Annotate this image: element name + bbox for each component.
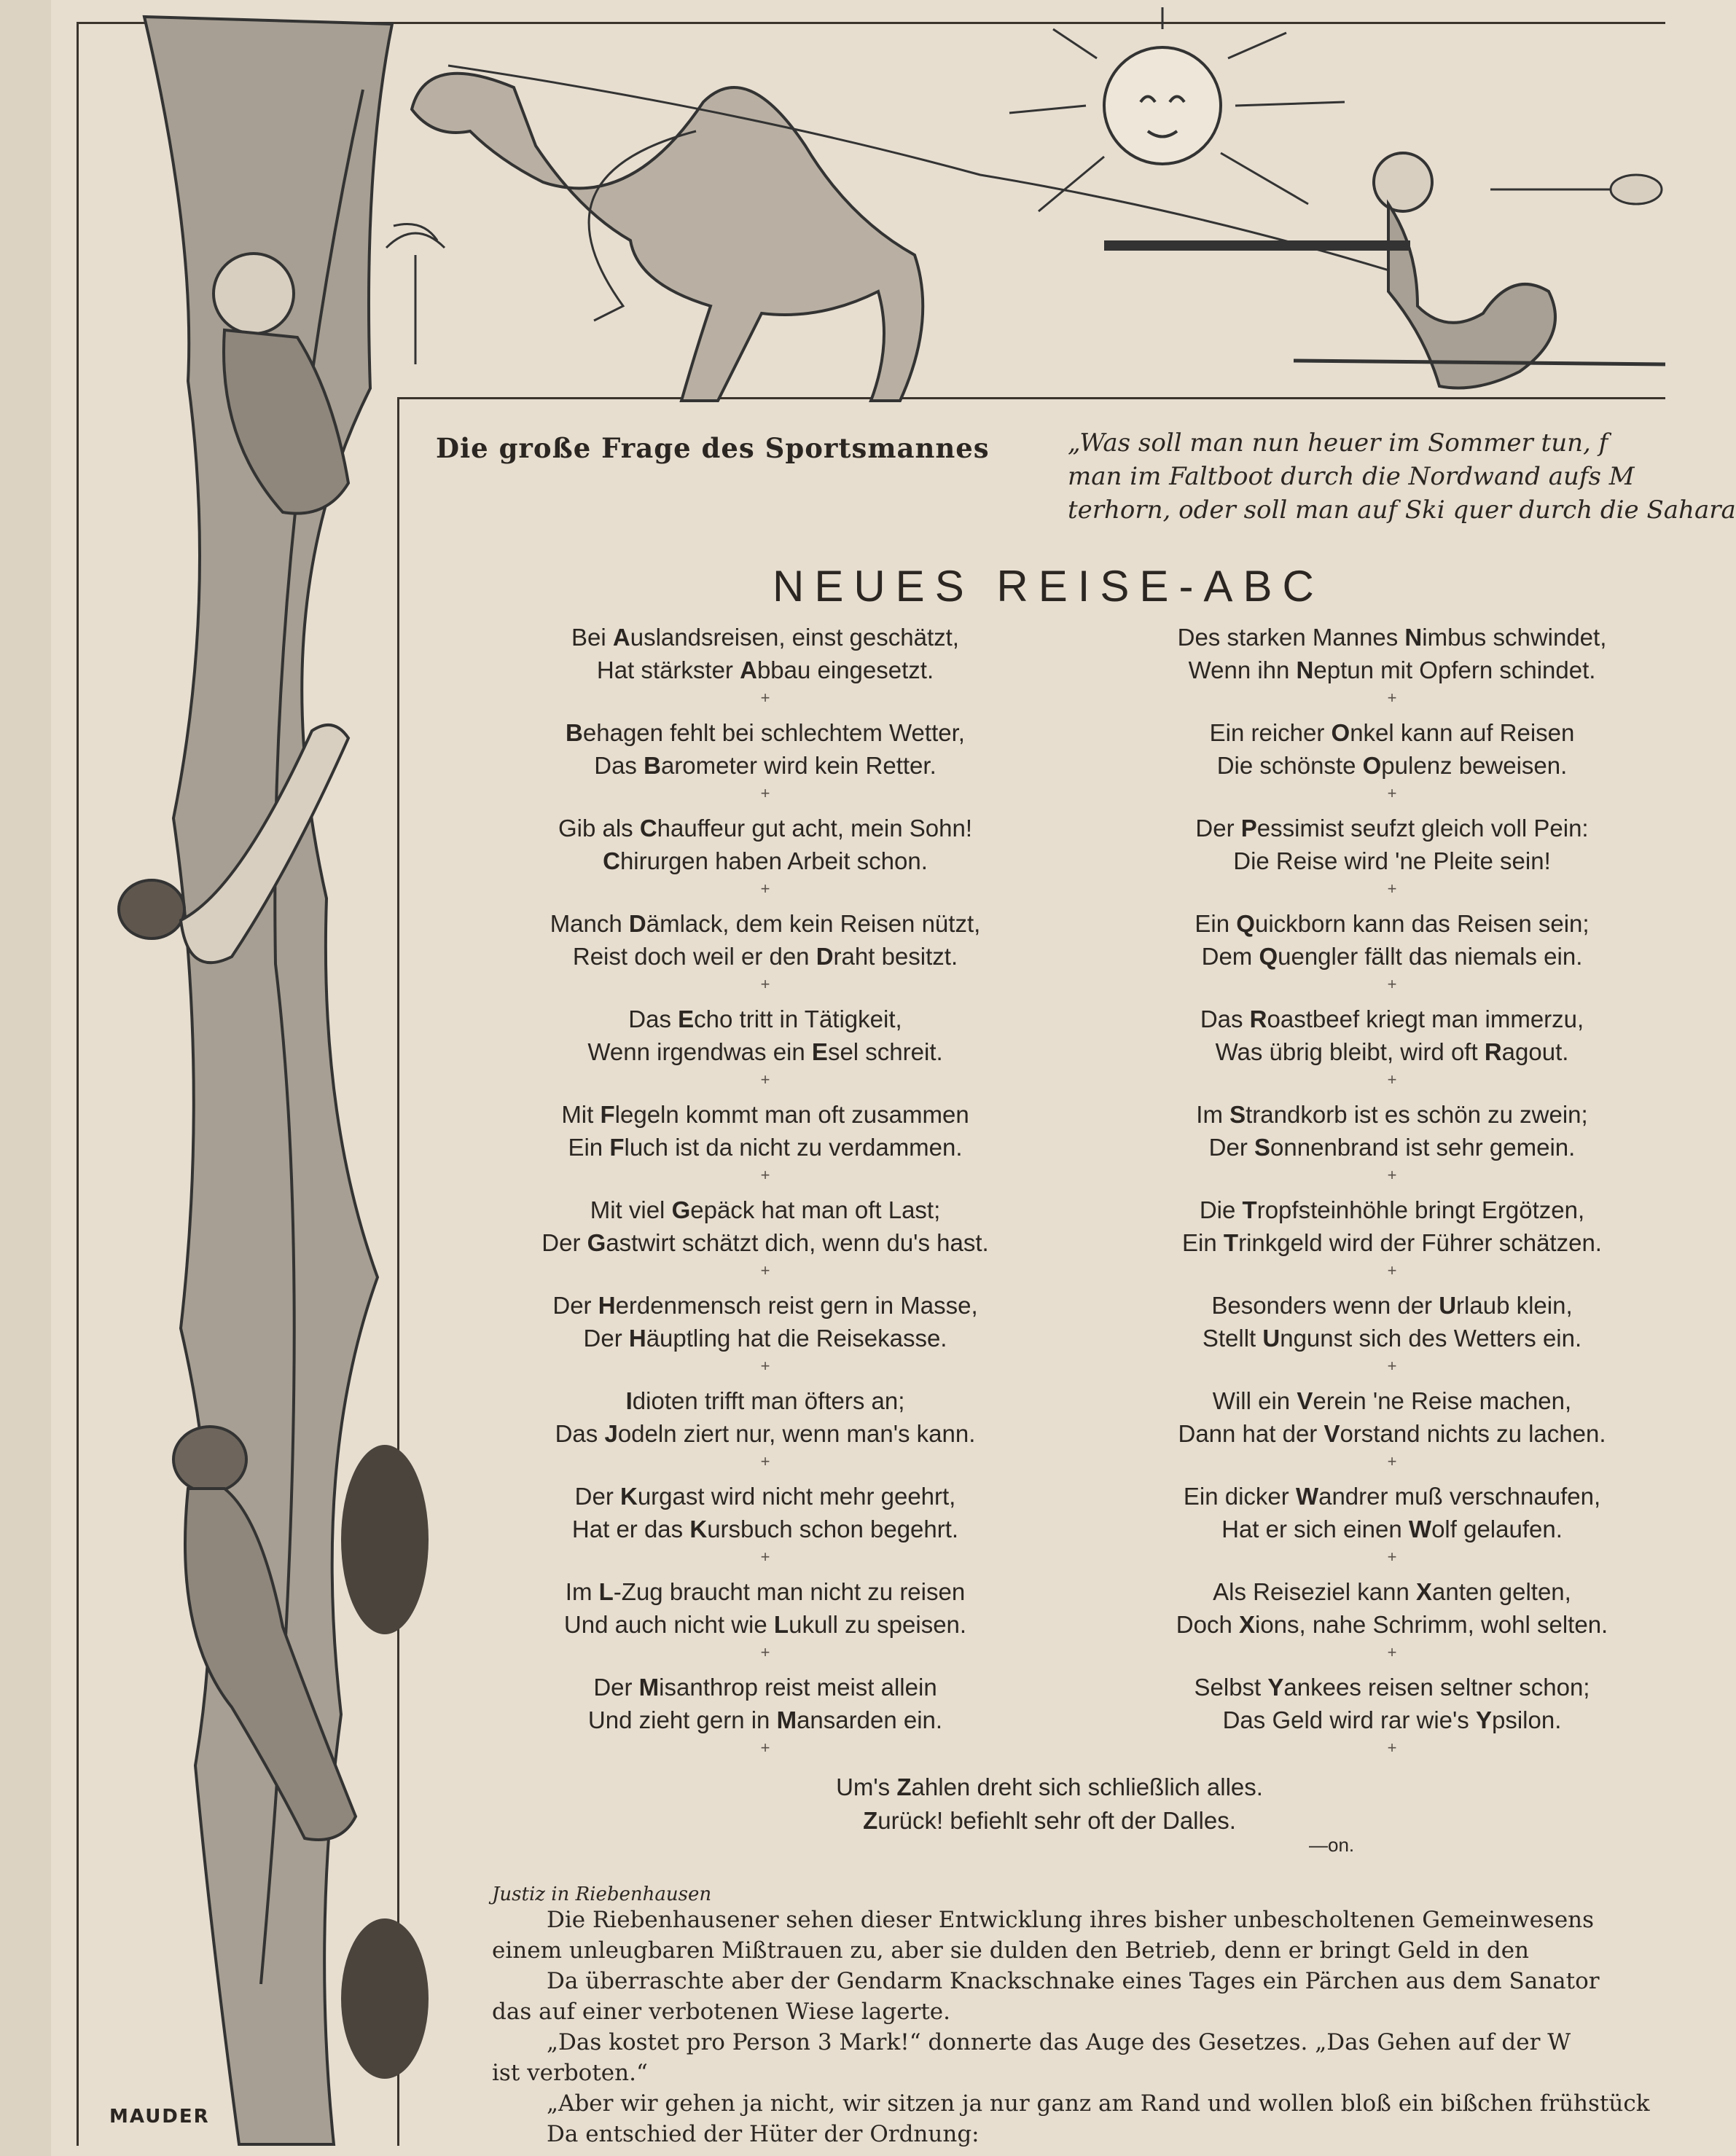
initial-letter: A bbox=[740, 656, 757, 683]
line-text: eptun mit Opfern schindet. bbox=[1313, 656, 1596, 683]
line-text: dioten trifft man öfters an; bbox=[632, 1387, 905, 1414]
initial-letter: C bbox=[603, 847, 620, 874]
line-text: psilon. bbox=[1492, 1706, 1562, 1733]
article-heading: Justiz in Riebenhausen bbox=[492, 1883, 712, 1905]
line-text: rlaub klein, bbox=[1456, 1292, 1573, 1319]
line-text: Ein bbox=[1182, 1229, 1224, 1256]
stanza bbox=[1093, 1671, 1691, 1766]
line-text: essimist seufzt gleich voll Pein: bbox=[1256, 815, 1589, 842]
initial-letter: S bbox=[1229, 1101, 1246, 1128]
poem-line bbox=[1093, 1671, 1691, 1704]
initial-letter: G bbox=[587, 1229, 606, 1256]
line-text: Ein bbox=[568, 1134, 610, 1161]
initial-letter: V bbox=[1323, 1420, 1340, 1447]
poem-line bbox=[1093, 716, 1691, 749]
stanza-separator: + bbox=[1387, 1070, 1397, 1089]
stanza-separator: + bbox=[760, 784, 770, 802]
line-text: äuptling hat die Reisekasse. bbox=[646, 1325, 947, 1352]
line-text: Doch bbox=[1176, 1611, 1239, 1638]
initial-letter: F bbox=[609, 1134, 625, 1161]
initial-letter: Y bbox=[1267, 1674, 1284, 1701]
poem-line bbox=[466, 621, 1064, 654]
poem-line bbox=[1093, 940, 1691, 973]
line-text: uslandsreisen, einst geschätzt, bbox=[630, 624, 959, 651]
poem-line bbox=[466, 1671, 1064, 1704]
line-text: Was übrig bleibt, wird oft bbox=[1215, 1038, 1485, 1065]
line-text: Ein bbox=[1195, 910, 1237, 937]
frame-inner-line bbox=[397, 397, 399, 2146]
stanza bbox=[1093, 1003, 1691, 1098]
poem-line bbox=[466, 812, 1064, 844]
line-text: epäck hat man oft Last; bbox=[690, 1196, 941, 1223]
line-text: Die schönste bbox=[1216, 752, 1363, 779]
initial-letter: N bbox=[1404, 624, 1423, 651]
line-text: ämlack, dem kein Reisen nützt, bbox=[646, 910, 981, 937]
initial-letter: T bbox=[1242, 1196, 1257, 1223]
line-text: urgast wird nicht mehr geehrt, bbox=[637, 1483, 956, 1510]
poem-line bbox=[1093, 1131, 1691, 1164]
line-text: Die Reise wird 'ne Pleite sein! bbox=[1233, 847, 1551, 874]
poem-line bbox=[466, 1131, 1064, 1164]
initial-letter: W bbox=[1408, 1516, 1432, 1542]
stanza bbox=[466, 716, 1064, 812]
line-text: bbau eingesetzt. bbox=[756, 656, 934, 683]
caption-text bbox=[1068, 426, 1736, 527]
stanza-separator: + bbox=[1387, 1166, 1397, 1184]
initial-letter: Q bbox=[1259, 943, 1278, 970]
line-text: Das bbox=[628, 1006, 679, 1032]
line-text: trandkorb ist es schön zu zwein; bbox=[1246, 1101, 1588, 1128]
poem-line bbox=[466, 1193, 1064, 1226]
article-line: Die Riebenhausener sehen dieser Entwicklung ihres bisher unbescholtenen Gemeinwesens bbox=[547, 1907, 1595, 1933]
poem-line bbox=[1093, 844, 1691, 877]
line-text: astwirt schätzt dich, wenn du's hast. bbox=[606, 1229, 989, 1256]
stanza-separator: + bbox=[760, 879, 770, 898]
caption-line: „Was soll man nun heuer im Sommer tun, f bbox=[1068, 428, 1608, 458]
line-text: Der bbox=[583, 1325, 629, 1352]
poem-line bbox=[466, 716, 1064, 749]
line-text: Stellt bbox=[1202, 1325, 1263, 1352]
poem-line bbox=[1093, 1704, 1691, 1736]
stanza bbox=[1093, 1098, 1691, 1193]
poem-line bbox=[466, 907, 1064, 940]
line-text: ngunst sich des Wetters ein. bbox=[1280, 1325, 1582, 1352]
line-text: Wenn irgendwas ein bbox=[587, 1038, 812, 1065]
line-text: rinkgeld wird der Führer schätzen. bbox=[1238, 1229, 1602, 1256]
line-text: hirurgen haben Arbeit schon. bbox=[619, 847, 928, 874]
initial-letter: O bbox=[1362, 752, 1382, 779]
line-text: Ein dicker bbox=[1183, 1483, 1296, 1510]
line-text: urück! befiehlt sehr oft der Dalles. bbox=[877, 1807, 1236, 1834]
line-text: arometer wird kein Retter. bbox=[660, 752, 937, 779]
stanza-separator: + bbox=[760, 1261, 770, 1279]
poem-line bbox=[1093, 1384, 1691, 1417]
line-text: Das bbox=[594, 752, 644, 779]
artist-signature: MAUDER bbox=[109, 2106, 210, 2128]
line-text: Hat er das bbox=[571, 1516, 690, 1542]
initial-letter: G bbox=[671, 1196, 691, 1223]
poem-line bbox=[466, 1384, 1064, 1417]
poem-line bbox=[1093, 1226, 1691, 1259]
poem-line bbox=[1093, 1193, 1691, 1226]
initial-letter: D bbox=[816, 943, 834, 970]
stanza-separator: + bbox=[760, 1452, 770, 1470]
stanza-separator: + bbox=[1387, 1643, 1397, 1661]
poem-line bbox=[1093, 1513, 1691, 1545]
line-text: isanthrop reist meist allein bbox=[659, 1674, 937, 1701]
stanza bbox=[1093, 1289, 1691, 1384]
line-text: Gib als bbox=[558, 815, 640, 842]
frame-ground-line bbox=[397, 397, 1665, 399]
poem-column-right bbox=[1093, 621, 1691, 1766]
initial-letter: I bbox=[625, 1387, 633, 1414]
caption-title: Die große Frage des Sportsmannes bbox=[436, 432, 990, 464]
line-text: Dann hat der bbox=[1178, 1420, 1324, 1447]
line-text: Wenn ihn bbox=[1188, 656, 1297, 683]
stanza-separator: + bbox=[1387, 689, 1397, 707]
line-text: uengler fällt das niemals ein. bbox=[1278, 943, 1583, 970]
line-text: pulenz beweisen. bbox=[1381, 752, 1568, 779]
skier-icon bbox=[1294, 153, 1665, 388]
poem-line bbox=[466, 1289, 1064, 1322]
stanza-separator: + bbox=[1387, 784, 1397, 802]
poem-line bbox=[1093, 1417, 1691, 1450]
line-text: Besonders wenn der bbox=[1211, 1292, 1439, 1319]
stanza-separator: + bbox=[760, 1738, 770, 1757]
stanza bbox=[1093, 621, 1691, 716]
line-text: Im bbox=[1196, 1101, 1230, 1128]
article-line: Da entschied der Hüter der Ordnung: bbox=[547, 2121, 980, 2147]
initial-letter: W bbox=[1295, 1483, 1319, 1510]
initial-letter: L bbox=[598, 1578, 614, 1605]
article-line: „Aber wir gehen ja nicht, wir sitzen ja nur ganz am Rand und wollen bloß ein bißchen frühstück bbox=[547, 2090, 1650, 2117]
line-text: erein 'ne Reise machen, bbox=[1313, 1387, 1572, 1414]
poem-line bbox=[466, 1322, 1064, 1355]
initial-letter: Q bbox=[1236, 910, 1255, 937]
initial-letter: R bbox=[1249, 1006, 1267, 1032]
poem-line bbox=[466, 749, 1064, 782]
stanza bbox=[1093, 1575, 1691, 1671]
initial-letter: V bbox=[1297, 1387, 1313, 1414]
poem-line bbox=[1093, 654, 1691, 686]
line-text: ursbuch schon begehrt. bbox=[707, 1516, 959, 1542]
initial-letter: L bbox=[773, 1611, 789, 1638]
stanza-separator: + bbox=[1387, 1357, 1397, 1375]
stanza-separator: + bbox=[760, 1548, 770, 1566]
poem-line bbox=[1093, 1480, 1691, 1513]
poem-line bbox=[1093, 1289, 1691, 1322]
stanza bbox=[466, 907, 1064, 1003]
line-text: Hat stärkster bbox=[596, 656, 740, 683]
poem-line bbox=[466, 1003, 1064, 1035]
poem-line bbox=[466, 844, 1064, 877]
article-body bbox=[492, 1905, 1665, 2149]
line-text: ehagen fehlt bei schlechtem Wetter, bbox=[582, 719, 965, 746]
poem-line bbox=[466, 654, 1064, 686]
initial-letter: H bbox=[598, 1292, 616, 1319]
line-text: Manch bbox=[550, 910, 629, 937]
initial-letter: B bbox=[644, 752, 661, 779]
line-text: odeln ziert nur, wenn man's kann. bbox=[617, 1420, 976, 1447]
poem-line bbox=[1093, 749, 1691, 782]
initial-letter: E bbox=[678, 1006, 695, 1032]
poem-signature: —on. bbox=[1309, 1834, 1355, 1856]
poem-column-left bbox=[466, 621, 1064, 1766]
poem-line bbox=[466, 1575, 1064, 1608]
sun-icon bbox=[1009, 7, 1345, 211]
camel-icon bbox=[412, 74, 923, 401]
poem-title: NEUES REISE-ABC bbox=[773, 562, 1324, 611]
line-text: Das bbox=[555, 1420, 605, 1447]
line-text: ankees reisen seltner schon; bbox=[1283, 1674, 1590, 1701]
initial-letter: Z bbox=[896, 1773, 912, 1800]
article-line: das auf einer verbotenen Wiese lagerte. bbox=[492, 1999, 950, 2025]
line-text: ions, nahe Schrimm, wohl selten. bbox=[1255, 1611, 1608, 1638]
line-text: Reist doch weil er den bbox=[572, 943, 816, 970]
initial-letter: T bbox=[1223, 1229, 1239, 1256]
stanza-separator: + bbox=[760, 975, 770, 993]
initial-letter: R bbox=[1484, 1038, 1502, 1065]
initial-letter: D bbox=[628, 910, 646, 937]
article-line: einem unleugbaren Mißtrauen zu, aber sie dulden den Betrieb, denn er bringt Geld in den bbox=[492, 1937, 1530, 1964]
poem-line bbox=[729, 1771, 1370, 1804]
line-text: ukull zu speisen. bbox=[789, 1611, 967, 1638]
stanza-separator: + bbox=[1387, 1261, 1397, 1279]
initial-letter: E bbox=[811, 1038, 828, 1065]
line-text: ahlen dreht sich schließlich alles. bbox=[911, 1773, 1263, 1800]
poem-line bbox=[1093, 1322, 1691, 1355]
line-text: ansarden ein. bbox=[797, 1706, 943, 1733]
line-text: Der bbox=[552, 1292, 598, 1319]
line-text: olf gelaufen. bbox=[1431, 1516, 1563, 1542]
article-line: ist verboten.“ bbox=[492, 2060, 648, 2086]
initial-letter: O bbox=[1331, 719, 1350, 746]
poem-line bbox=[1093, 1608, 1691, 1641]
line-text: Der bbox=[541, 1229, 587, 1256]
initial-letter: M bbox=[776, 1706, 797, 1733]
stanza-separator: + bbox=[760, 1070, 770, 1089]
line-text: Im bbox=[565, 1578, 599, 1605]
line-text: orstand nichts zu lachen. bbox=[1340, 1420, 1606, 1447]
poem-line bbox=[1093, 621, 1691, 654]
line-text: Will ein bbox=[1212, 1387, 1297, 1414]
initial-letter: Y bbox=[1475, 1706, 1492, 1733]
stanza bbox=[1093, 716, 1691, 812]
article-line: Da überraschte aber der Gendarm Knackschnake eines Tages ein Pärchen aus dem Sanator bbox=[547, 1968, 1600, 1994]
poem-final-couplet bbox=[729, 1771, 1370, 1838]
initial-letter: C bbox=[639, 815, 657, 842]
line-text: anten gelten, bbox=[1431, 1578, 1571, 1605]
line-text: Ein reicher bbox=[1209, 719, 1332, 746]
initial-letter: K bbox=[619, 1483, 638, 1510]
initial-letter: F bbox=[600, 1101, 615, 1128]
initial-letter: M bbox=[638, 1674, 660, 1701]
stanza bbox=[466, 1480, 1064, 1575]
poem-line bbox=[466, 1035, 1064, 1068]
line-text: ropfsteinhöhle bringt Ergötzen, bbox=[1256, 1196, 1585, 1223]
initial-letter: N bbox=[1296, 656, 1314, 683]
line-text: nkel kann auf Reisen bbox=[1350, 719, 1575, 746]
caption-line: man im Faltboot durch die Nordwand aufs M bbox=[1068, 462, 1635, 491]
line-text: Mit bbox=[561, 1101, 601, 1128]
stanza-separator: + bbox=[1387, 1548, 1397, 1566]
stanza-separator: + bbox=[1387, 975, 1397, 993]
stanza-separator: + bbox=[760, 1166, 770, 1184]
line-text: Und auch nicht wie bbox=[563, 1611, 774, 1638]
stanza bbox=[1093, 812, 1691, 907]
stanza bbox=[466, 1575, 1064, 1671]
stanza bbox=[466, 621, 1064, 716]
line-text: Die bbox=[1199, 1196, 1243, 1223]
poem-line bbox=[466, 940, 1064, 973]
poem-line bbox=[1093, 1003, 1691, 1035]
climbers-illustration bbox=[79, 24, 397, 2144]
poem-line bbox=[1093, 907, 1691, 940]
line-text: Um's bbox=[836, 1773, 897, 1800]
stanza-separator: + bbox=[760, 1643, 770, 1661]
line-text: Hat er sich einen bbox=[1221, 1516, 1409, 1542]
initial-letter: X bbox=[1238, 1611, 1255, 1638]
article-line: „Das kostet pro Person 3 Mark!“ donnerte das Auge des Gesetzes. „Das Gehen auf der W bbox=[547, 2029, 1571, 2055]
stanza-separator: + bbox=[1387, 1452, 1397, 1470]
line-text: -Zug braucht man nicht zu reisen bbox=[613, 1578, 966, 1605]
line-text: uickborn kann das Reisen sein; bbox=[1254, 910, 1590, 937]
initial-letter: H bbox=[628, 1325, 646, 1352]
line-text: Das Geld wird rar wie's bbox=[1222, 1706, 1476, 1733]
line-text: Mit viel bbox=[590, 1196, 672, 1223]
initial-letter: J bbox=[604, 1420, 618, 1447]
stanza bbox=[466, 812, 1064, 907]
poem-line bbox=[1093, 812, 1691, 844]
initial-letter: X bbox=[1415, 1578, 1432, 1605]
initial-letter: K bbox=[689, 1516, 708, 1542]
stanza bbox=[466, 1098, 1064, 1193]
line-text: Der bbox=[593, 1674, 639, 1701]
line-text: Der bbox=[574, 1483, 620, 1510]
stanza bbox=[466, 1193, 1064, 1289]
line-text: luch ist da nicht zu verdammen. bbox=[624, 1134, 963, 1161]
stanza bbox=[1093, 1193, 1691, 1289]
stanza bbox=[1093, 1384, 1691, 1480]
poem-line bbox=[466, 1513, 1064, 1545]
line-text: agout. bbox=[1501, 1038, 1569, 1065]
line-text: Und zieht gern in bbox=[587, 1706, 777, 1733]
line-text: Bei bbox=[571, 624, 613, 651]
line-text: raht besitzt. bbox=[833, 943, 958, 970]
line-text: imbus schwindet, bbox=[1422, 624, 1607, 651]
poem-line bbox=[466, 1608, 1064, 1641]
line-text: Der bbox=[1195, 815, 1241, 842]
poem-line bbox=[466, 1704, 1064, 1736]
caption-line: terhorn, oder soll man auf Ski quer durch die Sahara bbox=[1068, 495, 1736, 525]
initial-letter: B bbox=[566, 719, 583, 746]
poem-line bbox=[466, 1098, 1064, 1131]
line-text: hauffeur gut acht, mein Sohn! bbox=[657, 815, 973, 842]
poem-line bbox=[1093, 1098, 1691, 1131]
stanza-separator: + bbox=[1387, 879, 1397, 898]
line-text: Das bbox=[1200, 1006, 1250, 1032]
initial-letter: P bbox=[1240, 815, 1257, 842]
line-text: Selbst bbox=[1194, 1674, 1268, 1701]
line-text: legeln kommt man oft zusammen bbox=[614, 1101, 969, 1128]
line-text: andrer muß verschnaufen, bbox=[1318, 1483, 1601, 1510]
initial-letter: A bbox=[612, 624, 630, 651]
poem-line bbox=[729, 1804, 1370, 1838]
page-edge bbox=[0, 0, 51, 2156]
initial-letter: U bbox=[1262, 1325, 1281, 1352]
line-text: Der bbox=[1208, 1134, 1255, 1161]
stanza bbox=[466, 1289, 1064, 1384]
poem-line bbox=[1093, 1575, 1691, 1608]
stanza bbox=[1093, 1480, 1691, 1575]
initial-letter: Z bbox=[863, 1807, 878, 1834]
stanza bbox=[466, 1003, 1064, 1098]
poem-line bbox=[466, 1480, 1064, 1513]
poem-line bbox=[1093, 1035, 1691, 1068]
line-text: Als Reiseziel kann bbox=[1213, 1578, 1416, 1605]
stanza bbox=[466, 1384, 1064, 1480]
line-text: onnenbrand ist sehr gemein. bbox=[1270, 1134, 1576, 1161]
stanza-separator: + bbox=[1387, 1738, 1397, 1757]
camel-skier-illustration bbox=[397, 22, 1665, 397]
line-text: sel schreit. bbox=[827, 1038, 943, 1065]
stanza bbox=[1093, 907, 1691, 1003]
poem-line bbox=[466, 1226, 1064, 1259]
poem-line bbox=[466, 1417, 1064, 1450]
line-text: cho tritt in Tätigkeit, bbox=[694, 1006, 902, 1032]
stanza bbox=[466, 1671, 1064, 1766]
stanza-separator: + bbox=[760, 1357, 770, 1375]
initial-letter: U bbox=[1439, 1292, 1457, 1319]
initial-letter: S bbox=[1254, 1134, 1271, 1161]
line-text: Des starken Mannes bbox=[1177, 624, 1405, 651]
stanza-separator: + bbox=[760, 689, 770, 707]
line-text: Dem bbox=[1201, 943, 1259, 970]
line-text: erdenmensch reist gern in Masse, bbox=[615, 1292, 978, 1319]
line-text: oastbeef kriegt man immerzu, bbox=[1267, 1006, 1584, 1032]
